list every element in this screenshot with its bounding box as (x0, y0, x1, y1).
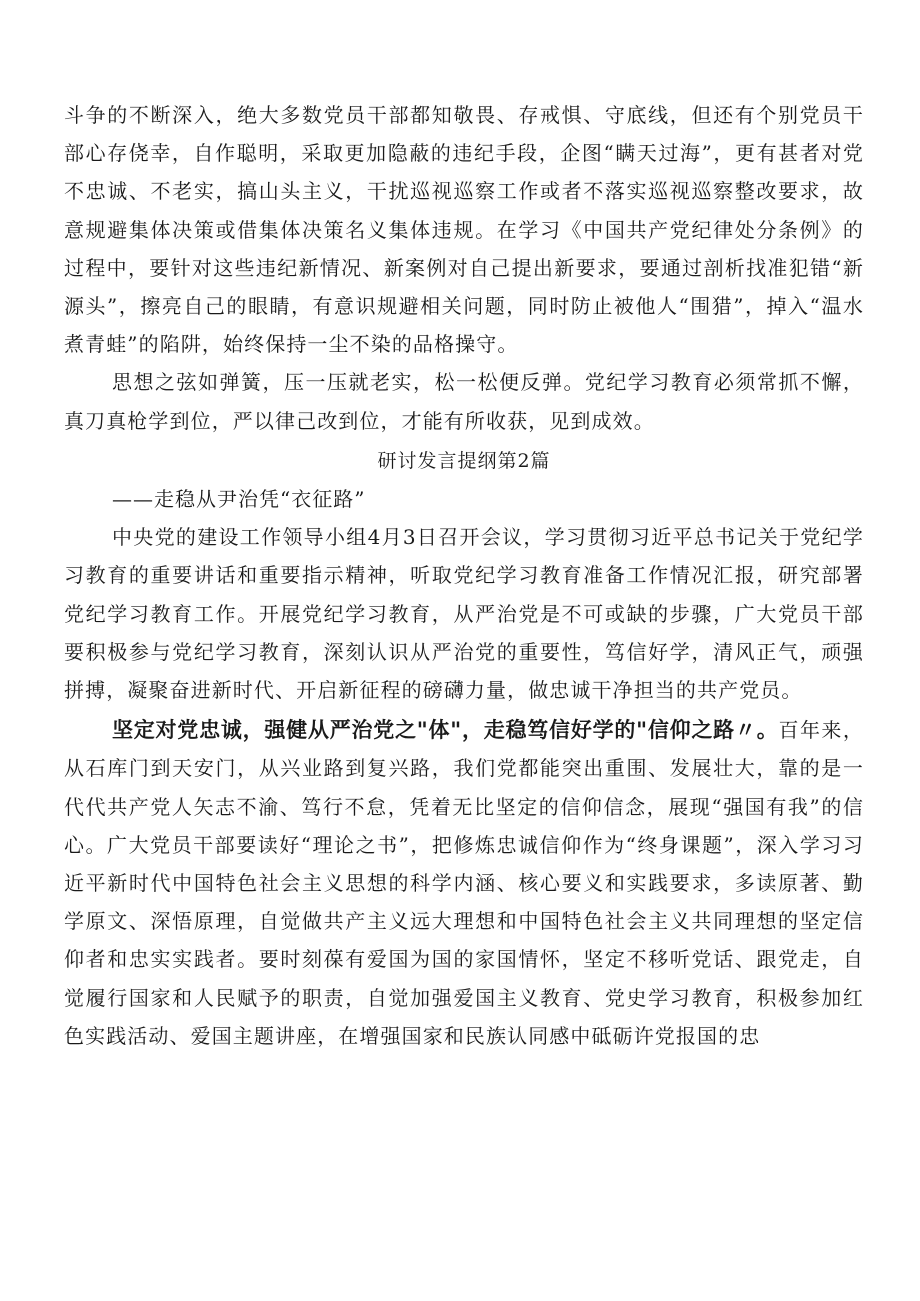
paragraph-meeting: 中央党的建设工作领导小组4月3日召开会议，学习贯彻习近平总书记关于党纪学习教育的重要讲话和重要指示精神，听取党纪学习教育准备工作情况汇报，研究部署党纪学习教育工作。开展党纪学习教育，从严治党是不可或缺的步骤，广大党员干部要积极参与党纪学习教育，深刻认识从严治党的重要性，笃信好学，清风正气，顽强拼搏，凝聚奋进新时代、开启新征程的磅礴力量，做忠诚干净担当的共产党员。 (64, 525, 864, 703)
section-title: 研讨发言提纲第2篇 (377, 449, 551, 472)
paragraph-loyalty (64, 711, 864, 1055)
section-subtitle: ——走稳从尹治凭“衣征路” (112, 487, 366, 512)
paragraph-spring-metaphor: 思想之弦如弹簧，压一压就老实，松一松便反弹。党纪学习教育必须常抓不懈，真刀真枪学到位，严以律己改到位，才能有所收获，见到成效。 (64, 370, 864, 433)
paragraph-lead-heading: 坚定对党忠诚，强健从严治党之"体"，走稳笃信好学的"信仰之路〃。 (112, 718, 779, 743)
paragraph-loyalty-body: 百年来，从石库门到天安门，从兴业路到复兴路，我们党都能突出重围、发展壮大，靠的是一代代共产党人矢志不渝、笃行不怠，凭着无比坚定的信仰信念，展现“强国有我”的信心。广大党员干部要读好“理论之书”，把修炼忠诚信仰作为“终身课题”，深入学习习近平新时代中国特色社会主义思想的科学内涵、核心要义和实践要求，多读原著、勤学原文、深悟原理，自觉做共产主义远大理想和中国特色社会主义共同理想的坚定信仰者和忠实实践者。要时刻葆有爱国为国的家国情怀，坚定不移听党话、跟党走，自觉履行国家和人民赋予的职责，自觉加强爱国主义教育、党史学习教育，积极参加红色实践活动、爱国主题讲座，在增强国家和民族认同感中砥砺许党报国的忠 (64, 718, 864, 1048)
document-page (64, 96, 864, 1055)
paragraph-continued: 斗争的不断深入，绝大多数党员干部都知敬畏、存戒惧、守底线，但还有个别党员干部心存侥幸，自作聪明，采取更加隐蔽的违纪手段，企图“瞒天过海”，更有甚者对党不忠诚、不老实，搞山头主义，干扰巡视巡察工作或者不落实巡视巡察整改要求，故意规避集体决策或借集体决策名义集体违规。在学习《中国共产党纪律处分条例》的过程中，要针对这些违纪新情况、新案例对自己提出新要求，要通过剖析找准犯错“新源头”，擦亮自己的眼睛，有意识规避相关问题，同时防止被他人“围猎”，掉入“温水煮青蛙”的陷阱，始终保持一尘不染的品格操守。 (64, 103, 864, 357)
